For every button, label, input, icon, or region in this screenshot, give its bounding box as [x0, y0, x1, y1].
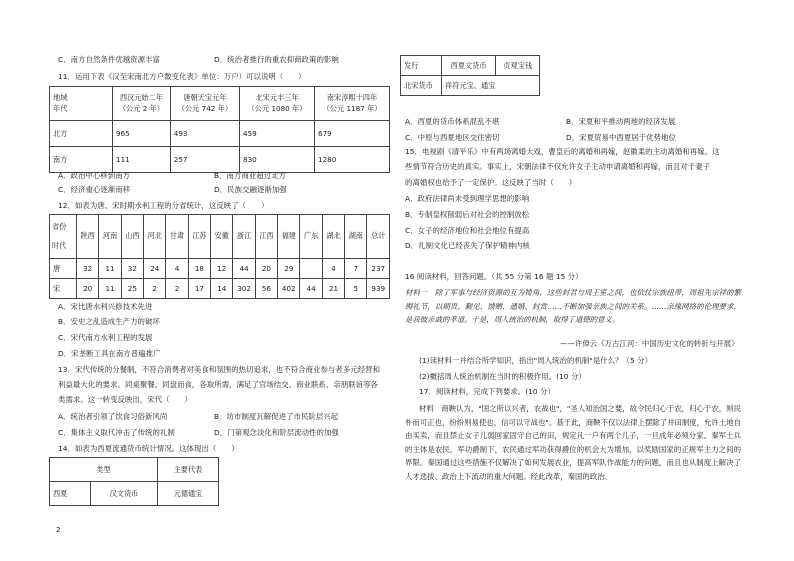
- table-cell: 493: [170, 121, 239, 147]
- table-row: [401, 76, 540, 96]
- table-cell: 302: [233, 279, 255, 299]
- q11-option-a: A．政治中心移到南方: [58, 171, 131, 180]
- q13-option-a: A．统治者引领了饮食习俗新风尚: [58, 412, 168, 421]
- q15-stem-line-3: 的离婚权也给予了一定保护。这反映了当时（ ）: [405, 178, 577, 187]
- table-cell: 24: [144, 259, 166, 279]
- q12-province: 甘肃: [166, 215, 188, 259]
- q15-option-c: C．女子的经济地位和社会地位有提高: [405, 226, 530, 235]
- table-cell: 2: [144, 279, 166, 299]
- q12-province: 安徽: [211, 215, 233, 259]
- table-cell: 唐: [50, 259, 77, 279]
- table-cell: 贞观宝钱: [496, 56, 540, 76]
- q13-stem-line-1: 13．宋代传统的分餐制，不符合消费者对美食和氛围的热切追求，也不符合商业参与者多元经营和: [58, 365, 381, 374]
- table-cell: 宋: [50, 279, 77, 299]
- table-cell: 17: [188, 279, 210, 299]
- table-cell: 32: [77, 259, 99, 279]
- q13-option-d: D．门第观念淡化和阶层流动性的加强: [214, 428, 339, 437]
- q16-stem: 16 阅读材料，回答问题。（共 55 分第 16 题 15 分）: [405, 272, 583, 281]
- q13-stem-line-3: 类需求。这一转变反映出，宋代（ ）: [58, 395, 192, 404]
- q12-province: 河北: [144, 215, 166, 259]
- table-cell: 元德通宝: [158, 482, 219, 506]
- table-cell: 25: [121, 279, 143, 299]
- table-cell: 西夏文货币: [442, 56, 496, 76]
- table-cell: 965: [113, 121, 171, 147]
- q16-question-1: (1)读材料一并结合所学知识，指出"周人统治的机制"是什么？（5 分）: [419, 356, 653, 365]
- q13-stem-line-2: 利益最大化的要求。同桌聚餐，同盘而食，各取所需，满足了官场结交、商业联系、亲朋联谊等各: [58, 380, 378, 389]
- q12-province: 山西: [121, 215, 143, 259]
- page-number: 2: [56, 526, 61, 534]
- table-cell: 402: [278, 279, 300, 299]
- table-cell: 21: [322, 279, 344, 299]
- q13-option-c: C．集体主义取代冲击了传统的礼制: [58, 428, 175, 437]
- q14-option-d: D．宋夏贸易中西夏居于优势地位: [566, 133, 676, 142]
- q12-province: 总计: [367, 215, 390, 259]
- table-cell: 830: [240, 147, 315, 173]
- q12-table: [49, 214, 390, 299]
- table-cell: 12: [211, 259, 233, 279]
- q12-province: 湖北: [322, 215, 344, 259]
- q14-table-continued: [400, 55, 540, 96]
- q13-option-b: B．坊市制度瓦解促进了市民阶层兴起: [214, 412, 339, 421]
- q12-province: 浙江: [233, 215, 255, 259]
- table-cell: 939: [367, 279, 390, 299]
- q16-material: 材料一 除了军事与经济资源的互为犄角，这些封君与周王室之间，也依仗宗族纽带，周祖先宗祥的繁缛礼节，以期贵、觐见、馈赠、通婚、封赏……不断加强亲族之间的关系。……亲缘网络的伦理要求，是我彼亲戚的孝道。于是，周人统治的机制，取得了道德的意义。: [405, 288, 741, 324]
- q12-province: 湖南: [345, 215, 367, 259]
- q12-header-corner: 省份 时代: [50, 215, 77, 259]
- table-cell: 20: [77, 279, 99, 299]
- table-cell: 29: [278, 259, 300, 279]
- q10-option-d: D．统治者推行的重农抑商政策的影响: [214, 55, 339, 64]
- q12-option-a: A．宋比唐水利兴修技术先进: [58, 302, 153, 311]
- q15-option-d: D．礼制文化已经丧失了保护精神内核: [405, 241, 530, 250]
- q12-province: 陕西: [77, 215, 99, 259]
- table-row: [50, 279, 390, 299]
- q14-option-b: B．宋夏和平推动两地的经济发展: [566, 117, 676, 126]
- table-cell: 汉文货币: [91, 482, 158, 506]
- q16-source: ——许倬云《万古江河：中国历史文化的转折与开展》: [560, 339, 739, 348]
- q12-province: 福建: [278, 215, 300, 259]
- table-cell: 11: [99, 259, 121, 279]
- table-cell: 5: [345, 279, 367, 299]
- q17-material: 材料 商鞅认为，"国之所以兴者，农战也"，"圣人知治国之要，故令民归心于农，归心于农，则民朴而可正也，纷纷则易使也，信可以守战也"。基于此，商鞅不仅以法律上摆除了井田制度，允许土地自由买卖，而且禁止女子儿弱回家固守自己的田，规定凡一户有两个儿子，一旦成年必须分家。秦军士兵的主体是农民，军功爵制下，农民通过军功获得爵位的机会大为增加，以奖励国家的正规军主力之间的界限。秦国通过这些措施不仅解决了如何发展农业，提高军队作战能力的问题，而且也从制度上解决了人才选拔、政治上下流动的重大问题。经此改革，秦国的政治、: [405, 404, 741, 481]
- table-cell: 679: [315, 121, 390, 147]
- q11-col-1: 西汉元始二年 （公元 2 年）: [113, 87, 171, 121]
- q14-table: [49, 457, 219, 506]
- q14-option-a: A．西夏的货币体系混乱不堪: [405, 117, 500, 126]
- q11-header-region: 地域: [53, 93, 68, 102]
- q11-option-c: C．经济重心逐渐南移: [58, 185, 131, 194]
- q12-option-d: D．宋垄断工具在南方普遍推广: [58, 349, 161, 358]
- q12-province: 广东: [300, 215, 322, 259]
- table-row: [50, 458, 219, 482]
- table-cell: 20: [255, 259, 277, 279]
- q11-col-4: 南宋淳熙十四年 （公元 1187 年）: [315, 87, 390, 121]
- q11-option-d: D．民族交融逐渐加强: [214, 185, 287, 194]
- table-cell: 18: [188, 259, 210, 279]
- q11-header-era: 年代: [53, 103, 68, 113]
- q12-option-b: B．安史之乱造成生产力的破坏: [58, 317, 160, 326]
- table-cell: 主要代表: [158, 458, 219, 482]
- q11-stem: 11．运用下表《汉至宋南北方户数变化表》单位：万户）可以说明（ ）: [58, 72, 306, 81]
- table-cell: 类型: [50, 458, 158, 482]
- table-cell: 南方: [50, 147, 113, 173]
- q17-stem: 17．阅读材料，完成下列要求。(10 分）: [419, 387, 555, 396]
- q15-stem-line-1: 15．电视剧《清平乐》中有两场离婚大戏，曹皇后的离婚和再嫁，赵徽柔的主动离婚和再嫁。这: [405, 147, 720, 156]
- table-cell: 7: [345, 259, 367, 279]
- table-cell: 祥符元宝、通宝: [442, 76, 540, 96]
- q11-table: [49, 86, 390, 173]
- table-row: [50, 147, 390, 173]
- q15-option-a: A．政府法律尚未受到理学思想的影响: [405, 194, 530, 203]
- q12-province: 江苏: [188, 215, 210, 259]
- q11-col-2: 唐朝天宝元年 （公元 742 年）: [170, 87, 239, 121]
- q14-option-c: C．中原与西夏地区交往密切: [405, 133, 500, 142]
- table-cell: 237: [367, 259, 390, 279]
- table-cell: 北方: [50, 121, 113, 147]
- table-cell: 44: [233, 259, 255, 279]
- table-cell: 4: [166, 259, 188, 279]
- q15-stem-line-2: 些情节符合历史的真实。事实上，宋朝法律不仅允许女子主动申请离婚和再嫁，而且对于妻子: [405, 162, 711, 171]
- table-cell: [300, 259, 322, 279]
- table-row: [401, 56, 540, 76]
- q15-option-b: B．专制皇权削弱后对社会的控制放松: [405, 210, 530, 219]
- q16-question-2: (2)概括周人统治机制在当时的积极作用。(10 分）: [419, 372, 586, 381]
- table-row: [50, 259, 390, 279]
- table-cell: 257: [170, 147, 239, 173]
- table-cell: 11: [99, 279, 121, 299]
- q12-option-c: C．宋代南方水利工程的发展: [58, 333, 153, 342]
- q12-province: 河南: [99, 215, 121, 259]
- table-cell: 44: [300, 279, 322, 299]
- table-cell: 1280: [315, 147, 390, 173]
- table-cell: 56: [255, 279, 277, 299]
- table-cell: 4: [322, 259, 344, 279]
- table-cell: 北宋货币: [401, 76, 442, 96]
- table-cell: 32: [121, 259, 143, 279]
- q14-stem: 14．如表为西夏流通货币统计情况。这体现出（ ）: [58, 444, 239, 453]
- q11-option-b: B．南方商业超过北方: [214, 171, 287, 180]
- table-cell: 2: [166, 279, 188, 299]
- q10-option-c: C．南方自然条件优越资源丰富: [58, 55, 160, 64]
- table-row: [50, 121, 390, 147]
- table-cell: 西夏: [50, 482, 91, 506]
- table-cell: 111: [113, 147, 171, 173]
- q11-col-3: 北宋元丰三年 （公元 1080 年）: [240, 87, 315, 121]
- q12-stem: 12．如表为唐、宋时期水利工程的分省统计，这反映了（ ）: [58, 201, 269, 210]
- table-cell: 14: [211, 279, 233, 299]
- table-cell: 459: [240, 121, 315, 147]
- table-row: [50, 482, 219, 506]
- q11-header-corner: [50, 87, 113, 121]
- q12-province: 江西: [255, 215, 277, 259]
- table-cell: 发行: [401, 56, 442, 76]
- q12-header-row: [50, 215, 390, 259]
